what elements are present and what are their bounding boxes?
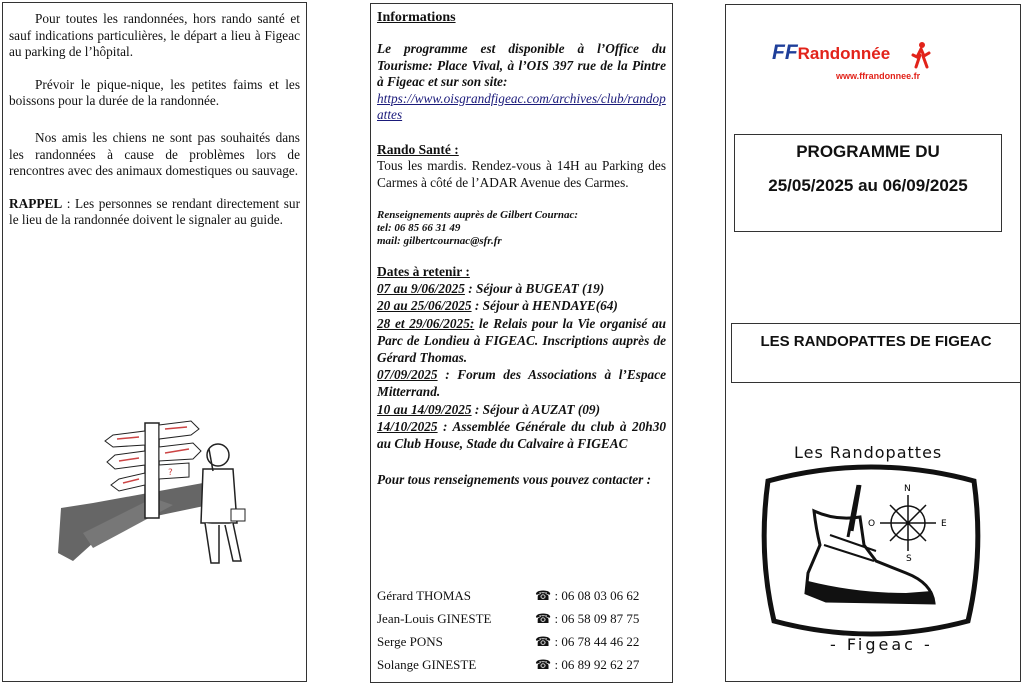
contact-row: Solange GINESTE ☎ : 06 89 92 62 27 — [377, 657, 640, 672]
phone-icon: ☎ — [535, 588, 552, 603]
left-panel — [2, 2, 307, 682]
club-name: LES RANDOPATTES DE FIGEAC — [760, 333, 992, 350]
dogs-paragraph: Nos amis les chiens ne sont pas souhaités dans les randonnées à cause de problèmes lors de rencontres avec des animaux domestiques ou sauvage. — [9, 129, 300, 179]
contact-row: Jean-Louis GINESTE ☎ : 06 58 09 87 75 — [377, 611, 640, 626]
logo-rando: Randonnée — [797, 44, 891, 63]
rando-sante-title: Rando Santé : — [377, 141, 459, 157]
informations-title: Informations — [377, 10, 456, 25]
signpost-illustration — [53, 413, 263, 573]
gilbert-mail: mail: gilbertcournac@sfr.fr — [377, 235, 502, 248]
compass-n: N — [904, 484, 911, 494]
programme-line1: PROGRAMME DU — [796, 142, 940, 161]
gilbert-tel: tel: 06 85 66 31 49 — [377, 222, 461, 235]
badge-top-text: Les Randopattes — [794, 443, 943, 462]
ffrandonnee-logo — [772, 41, 942, 101]
rando-sante-text: Tous les mardis. Rendez-vous à 14H au Parking des Carmes à côté de l’ADAR Avenue des Carmes. — [377, 157, 666, 190]
contact-intro: Pour tous renseignements vous pouvez contacter : — [377, 472, 652, 488]
svg-text:?: ? — [168, 468, 173, 478]
date-item: 07 au 9/06/2025 : Séjour à BUGEAT (19) — [377, 281, 605, 297]
departure-paragraph: Pour toutes les randonnées, hors rando santé et sauf indications particulières, le départ a lieu à Figeac au parking de l’hôpital. — [9, 11, 300, 60]
randopattes-badge — [756, 433, 986, 663]
contact-gilbert — [377, 209, 666, 248]
badge-bottom-text: - Figeac - — [830, 635, 933, 654]
programme-dates: 25/05/2025 au 06/09/2025 — [768, 176, 968, 195]
compass-o: O — [868, 519, 876, 529]
picnic-paragraph: Prévoir le pique-nique, les petites faims et les boissons pour la durée de la randonnée. — [9, 76, 300, 109]
date-item: 14/10/2025 : Assemblée Générale du club à 20h30 au Club House, Stade du Calvaire à FIGEAC — [377, 418, 666, 451]
compass-e: E — [941, 519, 947, 529]
dates-list — [377, 280, 666, 452]
date-item: 20 au 25/06/2025 : Séjour à HENDAYE(64) — [377, 298, 618, 314]
logo-url: www.ffrandonnee.fr — [836, 71, 921, 81]
dates-title: Dates à retenir : — [377, 264, 470, 280]
logo-ff: FF — [772, 41, 798, 64]
phone-icon: ☎ — [535, 657, 552, 672]
date-item: 07/09/2025 : Forum des Associations à l’Espace Mitterrand. — [377, 367, 666, 400]
compass-rose — [880, 495, 936, 551]
phone-icon: ☎ — [535, 611, 552, 626]
contact-row: Gérard THOMAS ☎ : 06 08 03 06 62 — [377, 588, 640, 603]
renseignements-label: Renseignements auprès de Gilbert Cournac: — [377, 209, 579, 222]
programme-box — [734, 134, 1002, 232]
rappel-label: RAPPEL — [9, 195, 63, 211]
rappel-text: : Les personnes se rendant directement sur le lieu de la randonnée doivent le signaler au guide. — [9, 195, 300, 228]
date-item: 10 au 14/09/2025 : Séjour à AUZAT (09) — [377, 401, 600, 417]
rappel-paragraph — [9, 196, 300, 229]
date-item: 28 et 29/06/2025: le Relais pour la Vie organisé au Parc de Londieu à FIGEAC. Inscriptions auprès de Gérard Thomas. — [377, 315, 667, 365]
club-name-box — [731, 323, 1021, 383]
middle-panel — [370, 3, 673, 683]
informations-text: Le programme est disponible à l’Office du Tourisme: Place Vival, à l’OIS 397 rue de la Pintre à Figeac et sur son site: https://www.oisgrandfigeac.com/archives/club/randopattes — [377, 41, 666, 123]
hiker-icon — [910, 41, 932, 69]
club-website-link[interactable]: https://www.oisgrandfigeac.com/archives/club/randopattes — [377, 90, 666, 123]
right-panel — [725, 4, 1021, 682]
phone-icon: ☎ — [535, 634, 552, 649]
contact-row: Serge PONS ☎ : 06 78 44 46 22 — [377, 634, 640, 649]
badge-drawing — [756, 433, 986, 663]
compass-s: S — [906, 554, 912, 564]
contacts-list — [377, 584, 666, 676]
